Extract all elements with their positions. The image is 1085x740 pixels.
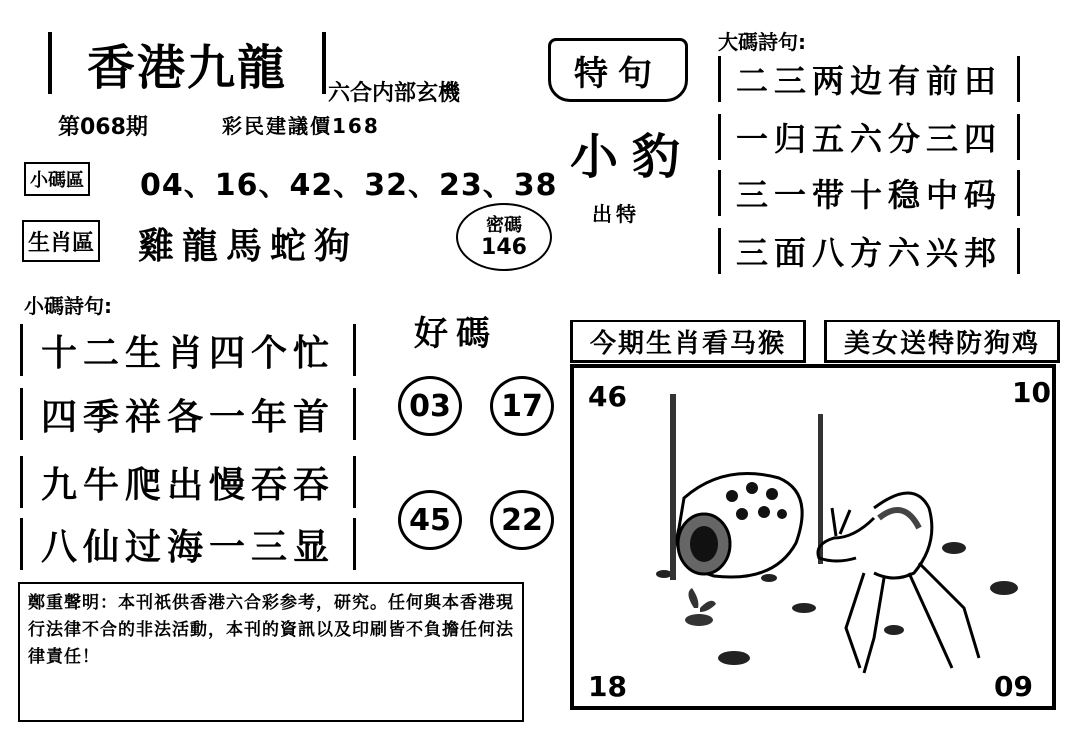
small-code-label: 小碼區 (24, 162, 90, 196)
small-poem-label: 小碼詩句: (24, 294, 112, 318)
zodiac-hint-right: 美女送特防狗鸡 (824, 320, 1060, 363)
mystery-code-badge (456, 203, 552, 271)
small-poem-line: 四季祥各一年首 (20, 388, 356, 440)
barrel (677, 474, 802, 578)
good-codes-heading: 好碼 (414, 314, 498, 354)
corner-number-bottom-left: 18 (588, 670, 627, 703)
zodiac-hint-left: 今期生肖看马猴 (570, 320, 806, 363)
special-heading: 特句 (548, 38, 688, 102)
special-out-label: 出特 (592, 202, 640, 226)
page-title: 香港九龍 (48, 32, 326, 94)
good-code-circle: 22 (490, 490, 554, 550)
corner-number-bottom-right: 09 (994, 670, 1033, 703)
small-poem-line: 八仙过海一三显 (20, 518, 356, 570)
deer-illustration (574, 368, 1052, 706)
corner-number-top-right: 10 (1012, 376, 1051, 409)
zodiac-animals: 雞龍馬蛇狗 (138, 226, 359, 267)
mystery-code-label: 密碼 (486, 215, 522, 236)
corner-number-top-left: 46 (588, 380, 627, 413)
big-poem-line: 三一带十稳中码 (718, 170, 1020, 216)
zodiac-label: 生肖區 (22, 220, 100, 262)
special-word: 小豹 (570, 129, 695, 185)
mystery-code-number: 146 (481, 235, 527, 260)
big-poem-line: 二三两边有前田 (718, 56, 1020, 102)
right-pole (818, 414, 823, 564)
disclaimer-box: 鄭重聲明：本刊祇供香港六合彩参考，研究。任何與本香港現行法律不合的非法活動，本刊的資訊以及印刷皆不負擔任何法律責任！ (18, 582, 524, 722)
big-poem-label: 大碼詩句: (718, 30, 806, 54)
issue-number: 第068期 (58, 115, 148, 140)
big-poem-line: 一归五六分三四 (718, 114, 1020, 160)
small-poem-line: 十二生肖四个忙 (20, 324, 356, 376)
left-pole (670, 394, 676, 580)
good-code-circle: 03 (398, 376, 462, 436)
deer (818, 493, 979, 673)
small-code-numbers: 04、16、42、32、23、38 (140, 168, 558, 203)
suggested-price: 彩民建議價168 (222, 114, 380, 138)
good-code-circle: 45 (398, 490, 462, 550)
illustration-frame (570, 364, 1056, 710)
subtitle: 六合内部玄機 (328, 81, 461, 106)
small-plant (685, 588, 716, 626)
big-poem-line: 三面八方六兴邦 (718, 228, 1020, 274)
small-poem-line: 九牛爬出慢吞吞 (20, 456, 356, 508)
good-code-circle: 17 (490, 376, 554, 436)
